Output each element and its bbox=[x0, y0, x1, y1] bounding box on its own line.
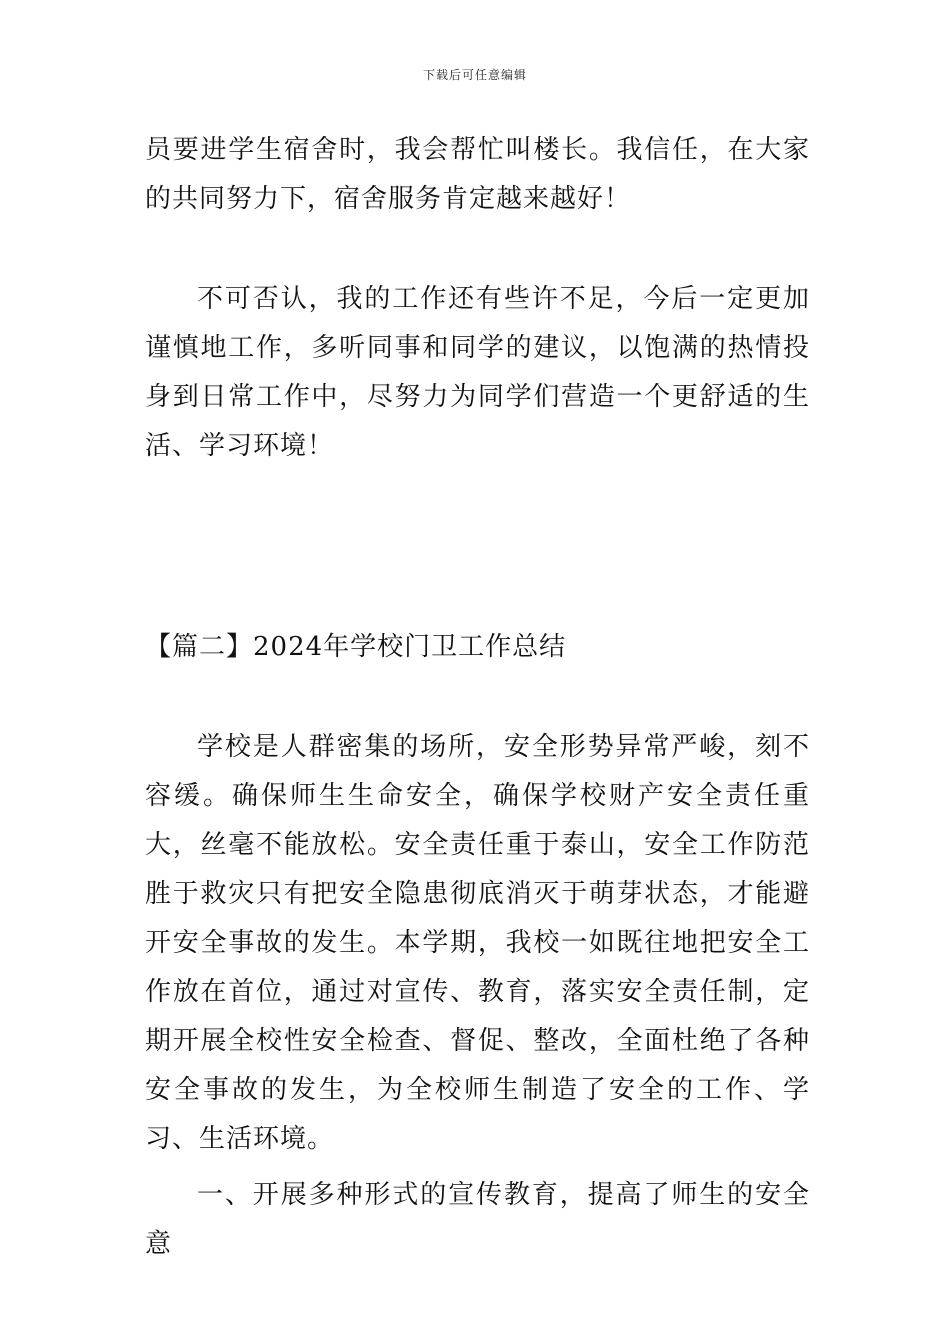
body-paragraph: 一、开展多种形式的宣传教育，提高了师生的安全意 bbox=[145, 1180, 810, 1259]
body-paragraph: 不可否认，我的工作还有些许不足，今后一定更加谨慎地工作，多听同事和同学的建议，以饱满的热情投身到日常工作中，尽努力为同学们营造一个更舒适的生活、学习环境！ bbox=[145, 284, 810, 461]
header-note: 下载后可任意编辑 bbox=[422, 68, 527, 82]
body-paragraph: 员要进学生宿舍时，我会帮忙叫楼长。我信任，在大家的共同努力下，宿舍服务肯定越来越好！ bbox=[145, 135, 810, 214]
section-title: 【篇二】2024年学校门卫工作总结 bbox=[145, 632, 567, 662]
body-paragraph: 学校是人群密集的场所，安全形势异常严峻，刻不容缓。确保师生生命安全，确保学校财产安全责任重大，丝毫不能放松。安全责任重于泰山，安全工作防范胜于救灾只有把安全隐患彻底消灭于萌芽状态，才能避开安全事故的发生。本学期，我校一如既往地把安全工作放在首位，通过对宣传、教育，落实安全责任制，定期开展全校性安全检查、督促、整改，全面杜绝了各种安全事故的发生，为全校师生制造了安全的工作、学习、生活环境。 bbox=[145, 732, 810, 1154]
